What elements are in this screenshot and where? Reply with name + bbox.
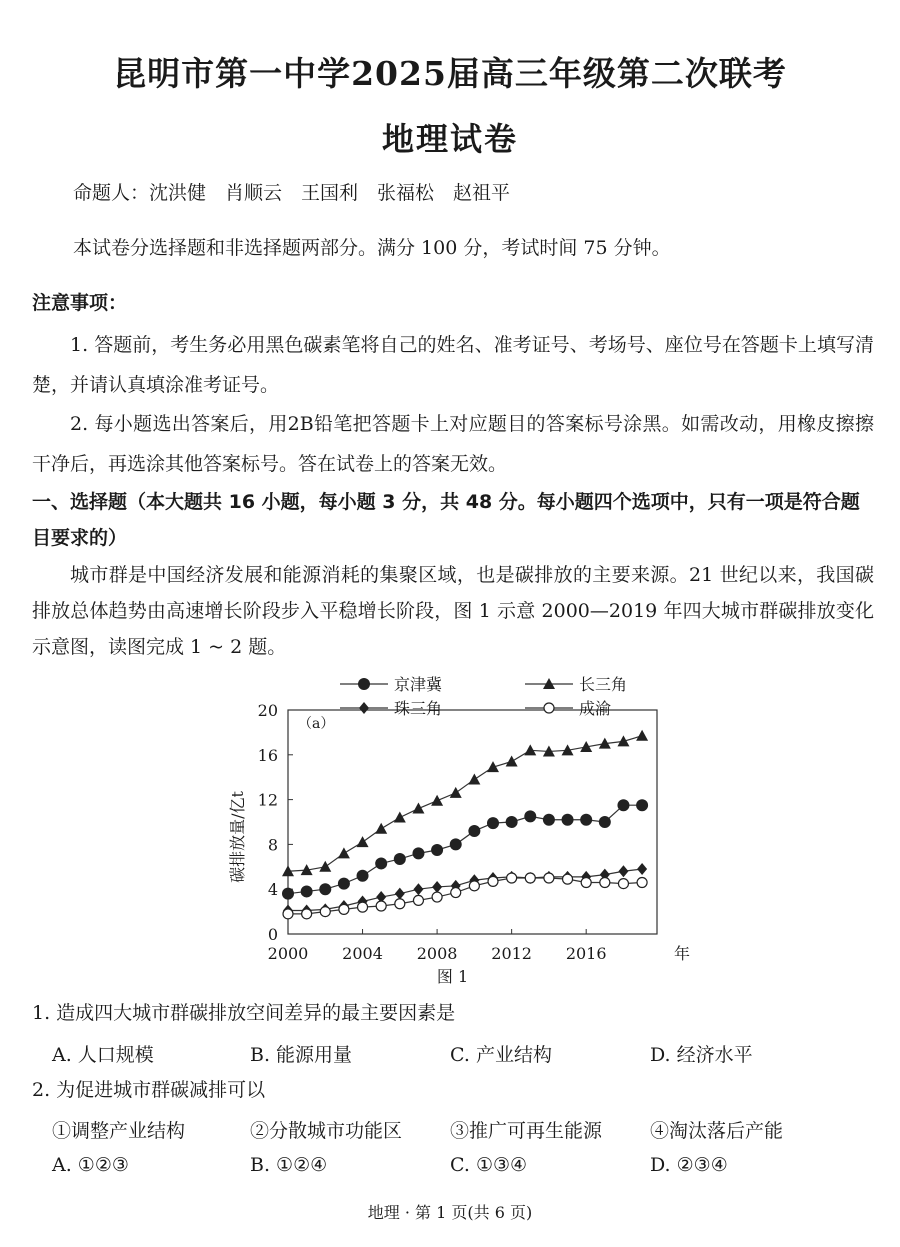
question-1-option-a[interactable]: A. 人口规模	[52, 1044, 154, 1066]
question-2-item-3: ③推广可再生能源	[450, 1120, 603, 1142]
data-point	[468, 825, 480, 837]
data-point	[636, 730, 648, 741]
data-point	[617, 799, 629, 811]
authors-line: 命题人：沈洪健 肖顺云 王国利 张福松 赵祖平	[73, 182, 511, 204]
data-point	[544, 873, 554, 883]
data-point	[599, 816, 611, 828]
data-point	[319, 861, 331, 872]
data-point	[338, 878, 350, 890]
data-point	[375, 857, 387, 869]
data-point	[543, 814, 555, 826]
x-tick-label: 2008	[416, 944, 458, 963]
y-tick-label: 16	[257, 745, 278, 765]
legend-label: 京津冀	[394, 675, 443, 694]
data-point	[432, 881, 442, 893]
data-point	[506, 816, 518, 828]
x-axis-label: 年	[673, 944, 690, 963]
notes-heading: 注意事项：	[32, 292, 128, 314]
data-point	[431, 795, 443, 806]
data-point	[395, 899, 405, 909]
data-point	[432, 892, 442, 902]
question-2-option-d[interactable]: D. ②③④	[650, 1154, 728, 1176]
data-point	[431, 844, 443, 856]
exam-intro: 本试卷分选择题和非选择题两部分。满分 100 分，考试时间 75 分钟。	[73, 237, 671, 259]
question-2-option-a[interactable]: A. ①②③	[52, 1154, 129, 1176]
note-item-2: 2. 每小题选出答案后，用2B铅笔把答题卡上对应题目的答案标号涂黑。如需改动，用橡皮擦擦干净后，再选涂其他答案标号。答在试卷上的答案无效。	[32, 413, 874, 475]
series-line-2	[288, 736, 642, 872]
y-tick-label: 8	[267, 835, 278, 855]
data-point	[525, 873, 535, 883]
legend-label: 珠三角	[394, 699, 443, 718]
y-tick-label: 0	[267, 925, 278, 944]
data-point	[358, 902, 368, 912]
exam-subject: 地理试卷	[381, 120, 518, 158]
data-point	[637, 863, 647, 875]
data-point	[600, 877, 610, 887]
note-item-1: 1. 答题前，考生务必用黑色碳素笔将自己的姓名、准考证号、考场号、座位号在答题卡上填写清楚，并请认真填涂准考证号。	[32, 334, 874, 396]
data-point	[395, 888, 405, 900]
question-2-item-1: ①调整产业结构	[52, 1120, 186, 1142]
data-point	[618, 865, 628, 877]
question-1-option-d[interactable]: D. 经济水平	[650, 1044, 753, 1066]
data-point	[636, 799, 648, 811]
question-2-option-b[interactable]: B. ①②④	[250, 1154, 328, 1176]
data-point	[394, 853, 406, 865]
page-footer: 地理 · 第 1 页(共 6 页)	[367, 1203, 533, 1222]
data-point	[357, 870, 369, 882]
question-1-stem: 1. 造成四大城市群碳排放空间差异的最主要因素是	[32, 1002, 456, 1024]
data-point	[450, 787, 462, 798]
x-tick-label: 2004	[342, 944, 383, 963]
data-point	[282, 888, 294, 900]
data-point	[451, 888, 461, 898]
legend-label: 长三角	[579, 675, 628, 694]
data-point	[413, 895, 423, 905]
data-point	[507, 873, 517, 883]
figure-caption: 图 1	[436, 967, 469, 986]
y-tick-label: 20	[257, 701, 278, 720]
question-2-item-2: ②分散城市功能区	[250, 1120, 403, 1142]
data-point	[618, 879, 628, 889]
data-point	[469, 881, 479, 891]
data-point	[563, 874, 573, 884]
exam-title: 昆明市第一中学2025届高三年级第二次联考	[113, 54, 787, 93]
data-point	[413, 883, 423, 895]
data-point	[283, 909, 293, 919]
data-point	[319, 883, 331, 895]
legend-marker	[544, 703, 554, 713]
question-2-item-4: ④淘汰落后产能	[650, 1120, 784, 1142]
y-tick-label: 4	[267, 880, 278, 900]
legend-marker	[358, 678, 370, 690]
x-tick-label: 2000	[267, 944, 309, 963]
data-point	[376, 901, 386, 911]
data-point	[412, 847, 424, 859]
x-tick-label: 2012	[491, 944, 532, 963]
data-point	[301, 885, 313, 897]
data-point	[488, 876, 498, 886]
passage: 城市群是中国经济发展和能源消耗的集聚区域，也是碳排放的主要来源。21 世纪以来，我国碳排放总体趋势由高速增长阶段步入平稳增长阶段，图 1 示意 2000—2019 年四大城市群碳排放变化示意图，读图完成 1 ~ 2 题。	[32, 564, 874, 658]
data-point	[562, 814, 574, 826]
data-point	[637, 877, 647, 887]
question-2-option-c[interactable]: C. ①③④	[450, 1154, 528, 1176]
data-point	[580, 814, 592, 826]
y-tick-label: 12	[257, 790, 278, 810]
data-point	[487, 817, 499, 829]
data-point	[524, 810, 536, 822]
data-point	[506, 756, 518, 767]
data-point	[450, 838, 462, 850]
data-point	[375, 823, 387, 834]
data-point	[357, 836, 369, 847]
data-point	[524, 744, 536, 755]
data-point	[394, 812, 406, 823]
question-1-option-b[interactable]: B. 能源用量	[250, 1044, 353, 1066]
question-1-option-c[interactable]: C. 产业结构	[450, 1044, 552, 1066]
data-point	[338, 847, 350, 858]
data-point	[617, 735, 629, 746]
question-2-stem: 2. 为促进城市群碳减排可以	[32, 1079, 266, 1101]
emissions-line-chart	[220, 668, 690, 993]
y-axis-label: 碳排放量/亿t	[228, 791, 247, 883]
section-heading: 一、选择题（本大题共 16 小题，每小题 3 分，共 48 分。每小题四个选项中，只有一项是符合题目要求的）	[32, 491, 860, 549]
data-point	[302, 909, 312, 919]
x-tick-label: 2016	[565, 944, 607, 963]
data-point	[468, 773, 480, 784]
data-point	[412, 803, 424, 814]
data-point	[487, 761, 499, 772]
legend-marker	[359, 702, 369, 714]
data-point	[339, 904, 349, 914]
data-point	[581, 877, 591, 887]
panel-label: （a）	[298, 716, 335, 732]
data-point	[320, 907, 330, 917]
legend-label: 成渝	[579, 699, 612, 718]
